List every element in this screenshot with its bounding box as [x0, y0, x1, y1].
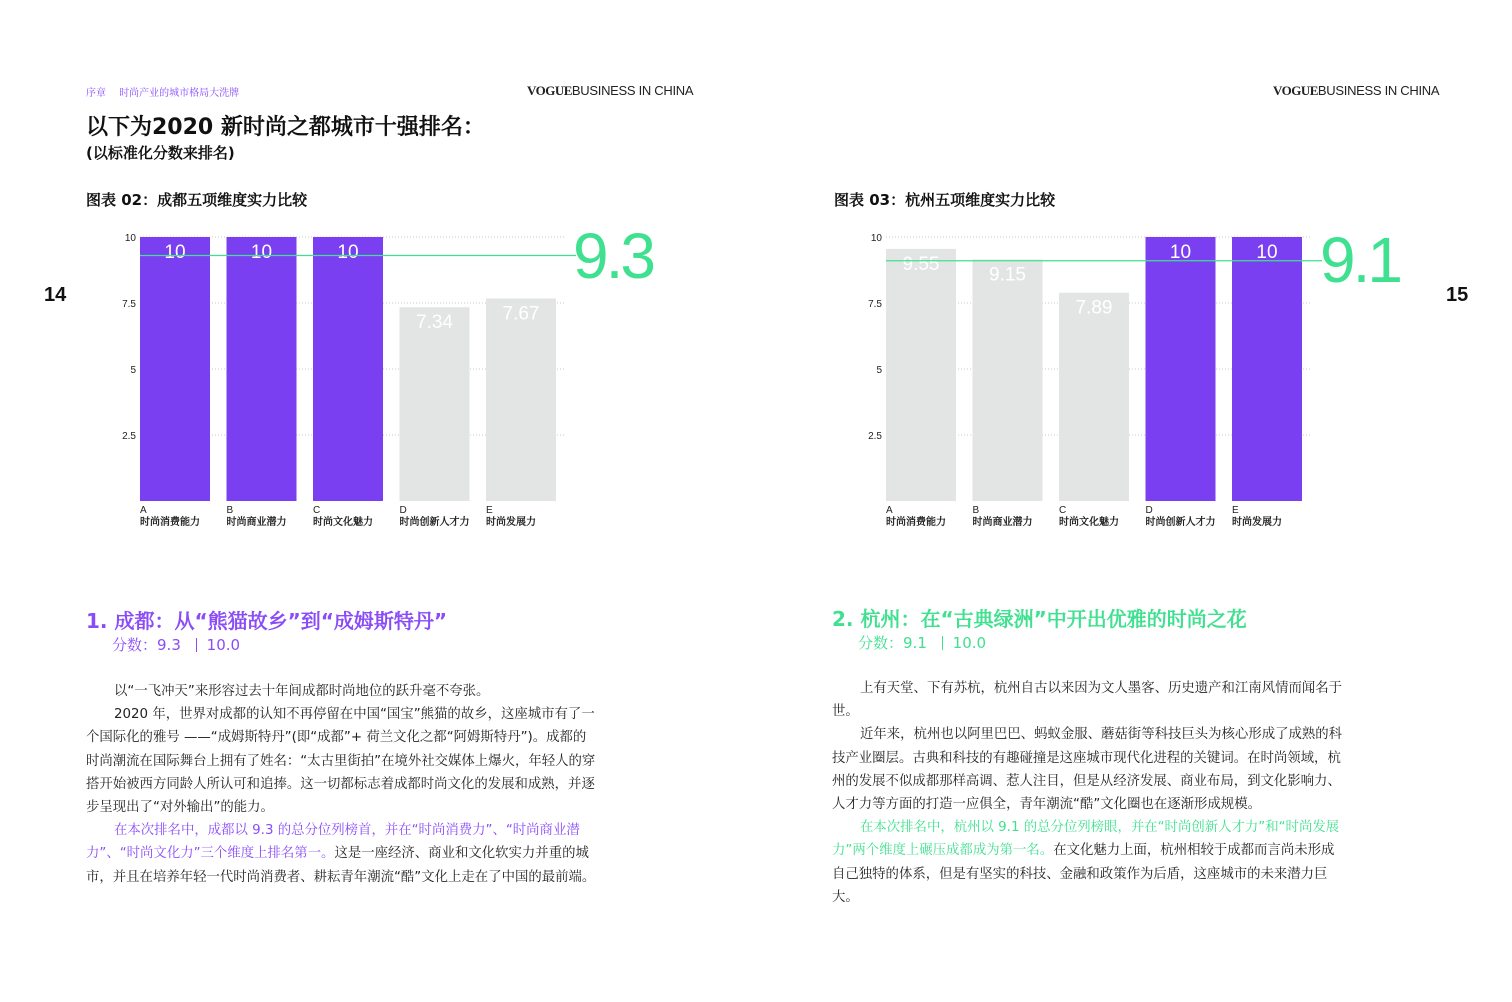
- bar-value-label: 7.34: [416, 312, 453, 334]
- y-tick-label: 7.5: [868, 299, 882, 310]
- category-letter: E: [486, 505, 493, 516]
- score-divider: [942, 636, 943, 650]
- page-number-left: 14: [44, 284, 67, 306]
- category-name: 时尚消费能力: [886, 517, 946, 528]
- category-letter: D: [399, 505, 407, 516]
- bar: [400, 307, 470, 501]
- bar: [140, 237, 210, 501]
- bar-value-label: 7.67: [502, 303, 540, 325]
- category-letter: B: [226, 505, 234, 516]
- bar-value-label: 9.15: [989, 264, 1026, 286]
- category-letter: B: [972, 505, 980, 516]
- bar: [313, 237, 383, 501]
- page-subheadline: (以标准化分数来排名): [86, 144, 235, 162]
- section1-para3: [86, 819, 598, 889]
- logo-rest: BUSINESS IN CHINA: [571, 83, 694, 98]
- y-tick-label: 10: [124, 233, 136, 244]
- page-number-right: 15: [1446, 284, 1469, 306]
- bar-value-label: 10: [1169, 242, 1192, 263]
- category-name: 时尚文化魅力: [313, 517, 373, 528]
- section2-body: [832, 677, 1344, 909]
- score-label: 分数：: [112, 636, 158, 654]
- section1-para3-rest: 这是一座经济、商业和文化软实力并重的城市，并且在培养年轻一代时尚消费者、耕耘青年潮流“酷”文化上走在了中国的最前端。: [86, 846, 596, 885]
- page-headline: 以下为2020 新时尚之都城市十强排名：: [86, 115, 485, 140]
- chart-title-chengdu: 图表 02：成都五项维度实力比较: [86, 191, 308, 209]
- chart-title-hangzhou: 图表 03：杭州五项维度实力比较: [834, 191, 1056, 209]
- score-max: 10.0: [952, 634, 987, 652]
- breadcrumb-title: 时尚产业的城市格局大洗牌: [119, 88, 240, 99]
- hangzhou-bar-chart: [846, 222, 1326, 542]
- section2-title: 2. 杭州：在“古典绿洲”中开出优雅的时尚之花: [832, 607, 1247, 631]
- y-tick-label: 5: [130, 365, 136, 376]
- section1-score: [112, 634, 240, 655]
- breadcrumb-chapter: 序章: [86, 88, 106, 99]
- logo-vogue: VOGUE: [527, 83, 572, 98]
- bar-value-label: 10: [250, 242, 273, 263]
- bar: [1232, 237, 1302, 501]
- y-tick-label: 2.5: [868, 431, 882, 442]
- chengdu-big-score: 9.3: [573, 220, 653, 292]
- section1-para3-highlight: 在本次排名中，成都以 9.3 的总分位列榜首，并在“时尚消费力”、“时尚商业潜力”、“时尚文化力”三个维度上排名第一。: [86, 823, 580, 862]
- section2-para3-rest: 在文化魅力上面，杭州相较于成都而言尚未形成自己独特的体系，但是有坚实的科技、金融和政策作为后盾，这座城市的未来潜力巨大。: [832, 843, 1335, 905]
- y-tick-label: 10: [870, 233, 882, 244]
- hangzhou-big-score: 9.1: [1320, 224, 1400, 296]
- category-letter: D: [1145, 505, 1153, 516]
- y-tick-label: 5: [876, 365, 882, 376]
- bar-value-label: 10: [164, 242, 186, 263]
- y-tick-label: 7.5: [122, 299, 136, 310]
- score-value: 9.1: [903, 634, 927, 652]
- section2-para1: 上有天堂、下有苏杭，杭州自古以来因为文人墨客、历史遗产和江南风情而闻名于世。: [832, 681, 1343, 720]
- bar: [1059, 293, 1129, 501]
- category-name: 时尚文化魅力: [1059, 517, 1119, 528]
- score-divider: [196, 638, 197, 652]
- bar: [1146, 237, 1216, 501]
- section1-title: 1. 成都：从“熊猫故乡”到“成姆斯特丹”: [86, 609, 448, 633]
- category-name: 时尚商业潜力: [972, 517, 1033, 528]
- bar: [973, 259, 1043, 501]
- logo-right: [1273, 83, 1439, 99]
- section2-para3-highlight: 在本次排名中，杭州以 9.1 的总分位列榜眼，并在“时尚创新人才力”和“时尚发展力”两个维度上碾压成都成为第一名。: [832, 820, 1340, 859]
- score-label: 分数：: [858, 634, 904, 652]
- bar-value-label: 7.89: [1075, 297, 1113, 319]
- score-value: 9.3: [157, 636, 181, 654]
- category-name: 时尚商业潜力: [226, 517, 287, 528]
- category-name: 时尚创新人才力: [1145, 517, 1216, 528]
- bar: [886, 249, 956, 501]
- category-letter: A: [140, 505, 147, 516]
- category-name: 时尚创新人才力: [399, 517, 470, 528]
- logo-rest: BUSINESS IN CHINA: [1317, 83, 1440, 98]
- logo-left: [527, 83, 693, 99]
- section2-score: [858, 632, 986, 653]
- section1-para2: 2020 年，世界对成都的认知不再停留在中国“国宝”熊猫的故乡，这座城市有了一个国际化的雅号 ——“成姆斯特丹”(即“成都”+ 荷兰文化之都“阿姆斯特丹”)。成都的时尚潮流在国际舞台上拥有了姓名：“太古里街拍”在境外社交媒体上爆火，年轻人的穿搭开始被西方同龄人所认可和追捧。这一切都标志着成都时尚文化的发展和成熟，并逐步呈现出了“对外输出”的能力。: [86, 707, 596, 816]
- bar-value-label: 10: [1256, 242, 1278, 263]
- category-name: 时尚消费能力: [140, 517, 200, 528]
- chengdu-bar-chart: [100, 222, 580, 542]
- breadcrumb: [86, 84, 249, 99]
- section1-para1: 以“一飞冲天”来形容过去十年间成都时尚地位的跃升毫不夸张。: [114, 684, 490, 699]
- score-max: 10.0: [206, 636, 241, 654]
- bar-value-label: 10: [337, 242, 359, 263]
- category-name: 时尚发展力: [486, 517, 536, 528]
- section2-para2: 近年来，杭州也以阿里巴巴、蚂蚁金服、蘑菇街等科技巨头为核心形成了成熟的科技产业圈层。古典和科技的有趣碰撞是这座城市现代化进程的关键词。在时尚领域，杭州的发展不似成都那样高调、惹人注目，但是从经济发展、商业布局，到文化影响力、人才力等方面的打造一应俱全，青年潮流“酷”文化圈也在逐渐形成规模。: [832, 727, 1343, 813]
- y-tick-label: 2.5: [122, 431, 136, 442]
- bar: [486, 299, 556, 501]
- section2-para3: [832, 816, 1344, 909]
- category-letter: C: [313, 505, 321, 516]
- category-letter: A: [886, 505, 893, 516]
- bar: [227, 237, 297, 501]
- section1-body: [86, 680, 598, 889]
- category-letter: C: [1059, 505, 1067, 516]
- category-letter: E: [1232, 505, 1239, 516]
- logo-vogue: VOGUE: [1273, 83, 1318, 98]
- bar-value-label: 9.55: [902, 253, 940, 275]
- category-name: 时尚发展力: [1232, 517, 1282, 528]
